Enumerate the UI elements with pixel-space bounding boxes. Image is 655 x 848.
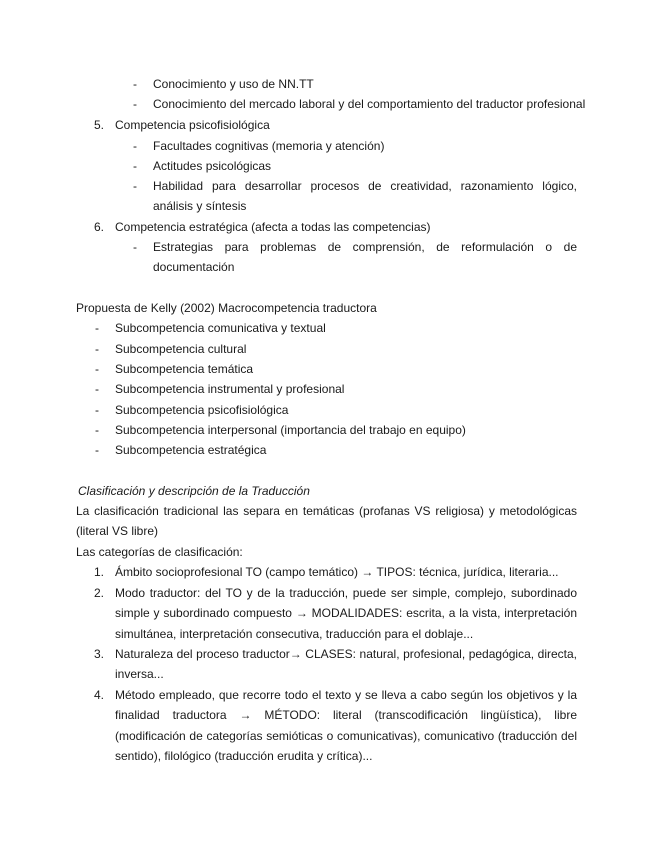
dash-bullet: - — [95, 423, 99, 437]
list-item-heading: Competencia psicofisiológica — [115, 118, 270, 132]
list-item-heading: Competencia estratégica (afecta a todas las competencias) — [115, 220, 431, 234]
list-number: 5. — [93, 118, 104, 132]
list-number: 3. — [93, 647, 104, 661]
list-item: Habilidad para desarrollar procesos de creatividad, razonamiento lógico, análisis y síntesis — [153, 179, 577, 214]
dash-bullet: - — [95, 342, 99, 356]
list-item: Modo traductor: del TO y de la traducción, puede ser simple, complejo, subordinado simple y subordinado compuesto → MODALIDADES: escrita, a la vista, interpretación simultánea, interpretación consecutiva, traducción para el doblaje... — [115, 586, 577, 641]
dash-bullet: - — [133, 240, 137, 254]
list-item: Subcompetencia interpersonal (importancia del trabajo en equipo) — [115, 423, 466, 437]
list-item: Método empleado, que recorre todo el texto y se lleva a cabo según los objetivos y la finalidad traductora → MÉTODO: literal (transcodificación lingüística), libre (modificación de categorías semióticas o comunicativas), comunicativo (traducción del sentido), filológico (traducción erudita y crítica)... — [115, 688, 577, 763]
list-item: Ámbito socioprofesional TO (campo temático) → TIPOS: técnica, jurídica, literaria... — [115, 565, 559, 579]
dash-bullet: - — [95, 321, 99, 335]
list-item: Subcompetencia temática — [115, 362, 254, 376]
dash-bullet: - — [133, 159, 137, 173]
intro-paragraph: La clasificación tradicional las separa en temáticas (profanas VS religiosa) y metodológicas (literal VS libre) — [76, 504, 577, 539]
list-item: Subcompetencia instrumental y profesional — [115, 382, 345, 396]
dash-bullet: - — [95, 403, 99, 417]
list-item: Facultades cognitivas (memoria y atención) — [153, 139, 385, 153]
list-item: Actitudes psicológicas — [153, 159, 272, 173]
list-number: 2. — [93, 586, 104, 600]
section-title: Clasificación y descripción de la Traducción — [78, 484, 310, 498]
list-item: Subcompetencia psicofisiológica — [115, 403, 289, 417]
section-heading: Propuesta de Kelly (2002) Macrocompetencia traductora — [76, 301, 377, 315]
list-item: Subcompetencia cultural — [115, 342, 247, 356]
dash-bullet: - — [95, 382, 99, 396]
dash-bullet: - — [133, 77, 137, 91]
dash-bullet: - — [95, 443, 99, 457]
dash-bullet: - — [133, 97, 137, 111]
categories-label: Las categorías de clasificación: — [76, 545, 243, 559]
list-number: 6. — [93, 220, 104, 234]
list-item: Subcompetencia estratégica — [115, 443, 267, 457]
list-item: Conocimiento del mercado laboral y del comportamiento del traductor profesional — [153, 97, 586, 111]
dash-bullet: - — [95, 362, 99, 376]
list-item: Estrategias para problemas de comprensión, de reformulación o de documentación — [153, 240, 577, 275]
list-item: Naturaleza del proceso traductor→ CLASES: natural, profesional, pedagógica, directa, inversa... — [115, 647, 577, 682]
dash-bullet: - — [133, 179, 137, 193]
list-item: Subcompetencia comunicativa y textual — [115, 321, 326, 335]
list-number: 1. — [93, 565, 104, 579]
list-number: 4. — [93, 688, 104, 702]
list-item: Conocimiento y uso de NN.TT — [153, 77, 314, 91]
dash-bullet: - — [133, 139, 137, 153]
